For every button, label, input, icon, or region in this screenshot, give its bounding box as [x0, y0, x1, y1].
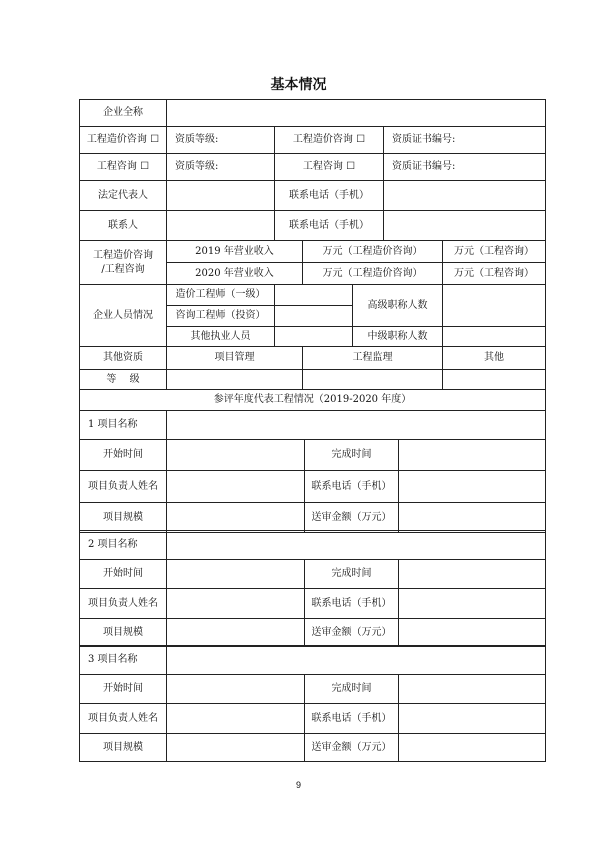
project-1-amount-value[interactable] — [398, 502, 546, 533]
contact-value[interactable] — [166, 210, 275, 241]
supervision-label: 工程监理 — [302, 346, 443, 370]
company-name-value[interactable] — [166, 99, 546, 127]
project-1-start-label: 开始时间 — [79, 439, 167, 471]
project-1-end-value[interactable] — [398, 439, 546, 471]
qual-level-label-2: 资质等级: — [166, 153, 275, 181]
project-3-manager-value[interactable] — [166, 703, 305, 734]
rev-2019-unit-eng: 万元（工程咨询） — [442, 240, 546, 263]
proj-mgmt-label: 项目管理 — [166, 346, 303, 370]
project-2-scale-value[interactable] — [166, 618, 305, 647]
company-name-label: 企业全称 — [79, 99, 167, 127]
project-1-end-label: 完成时间 — [304, 439, 399, 471]
project-1-scale-value[interactable] — [166, 502, 305, 533]
project-2-phone-value[interactable] — [398, 588, 546, 619]
cost-consult-checkbox-label: 工程造价咨询 ☐ — [79, 126, 167, 154]
project-1-manager-label: 项目负责人姓名 — [79, 470, 167, 503]
legal-rep-value[interactable] — [166, 180, 275, 211]
project-3-start-label: 开始时间 — [79, 674, 167, 704]
senior-title-label: 高级职称人数 — [352, 284, 443, 327]
revenue-label — [79, 240, 167, 285]
project-2-amount-label: 送审金额（万元） — [304, 618, 399, 647]
project-2-manager-value[interactable] — [166, 588, 305, 619]
page-title: 基本情况 — [270, 77, 327, 93]
supervision-grade[interactable] — [302, 369, 443, 390]
grade-label: 等 级 — [79, 369, 167, 390]
project-3-phone-value[interactable] — [398, 703, 546, 734]
project-3-name-value[interactable] — [166, 645, 546, 675]
eng-consult-checkbox-label: 工程咨询 ☐ — [79, 153, 167, 181]
rev-2019-unit-cost: 万元（工程造价咨询） — [302, 240, 443, 263]
cert-no-label-2: 资质证书编号: — [383, 153, 546, 181]
project-3-amount-value[interactable] — [398, 733, 546, 762]
legal-rep-phone-value[interactable] — [383, 180, 546, 211]
staff-label: 企业人员情况 — [79, 284, 167, 347]
project-3-manager-label: 项目负责人姓名 — [79, 703, 167, 734]
project-1-amount-label: 送审金额（万元） — [304, 502, 399, 533]
senior-title-value[interactable] — [442, 284, 546, 327]
project-1-scale-label: 项目规模 — [79, 502, 167, 533]
consult-engineer-label: 咨询工程师（投资） — [166, 305, 275, 327]
other-grade[interactable] — [442, 369, 546, 390]
project-3-scale-label: 项目规模 — [79, 733, 167, 762]
rev-2020-unit-cost: 万元（工程造价咨询） — [302, 262, 443, 285]
cost-engineer-label: 造价工程师（一级） — [166, 284, 275, 306]
rev-2020-label: 2020 年营业收入 — [166, 262, 303, 285]
project-2-name-label: 2 项目名称 — [79, 530, 167, 560]
project-2-phone-label: 联系电话（手机） — [304, 588, 399, 619]
other-staff-value[interactable] — [274, 326, 353, 347]
other-label: 其他 — [442, 346, 546, 370]
project-2-manager-label: 项目负责人姓名 — [79, 588, 167, 619]
rev-2019-label: 2019 年营业收入 — [166, 240, 303, 263]
project-2-start-label: 开始时间 — [79, 559, 167, 589]
project-3-phone-label: 联系电话（手机） — [304, 703, 399, 734]
cost-engineer-value[interactable] — [274, 284, 353, 306]
project-1-name-label: 1 项目名称 — [79, 410, 167, 440]
project-1-name-value[interactable] — [166, 410, 546, 440]
legal-rep-phone-label: 联系电话（手机） — [274, 180, 384, 211]
rev-2020-unit-eng: 万元（工程咨询） — [442, 262, 546, 285]
mid-title-label: 中级职称人数 — [352, 326, 443, 347]
project-3-scale-value[interactable] — [166, 733, 305, 762]
project-1-start-value[interactable] — [166, 439, 305, 471]
project-3-end-label: 完成时间 — [304, 674, 399, 704]
project-2-scale-label: 项目规模 — [79, 618, 167, 647]
eng-consult-checkbox-label-2: 工程咨询 ☐ — [274, 153, 384, 181]
legal-rep-label: 法定代表人 — [79, 180, 167, 211]
revenue-label-line-2: /工程咨询 — [101, 263, 145, 275]
consult-engineer-value[interactable] — [274, 305, 353, 327]
project-1-manager-value[interactable] — [166, 470, 305, 503]
other-qual-label: 其他资质 — [79, 346, 167, 370]
mid-title-value[interactable] — [442, 326, 546, 347]
project-2-end-value[interactable] — [398, 559, 546, 589]
project-1-phone-label: 联系电话（手机） — [304, 470, 399, 503]
project-3-name-label: 3 项目名称 — [79, 645, 167, 675]
project-1-phone-value[interactable] — [398, 470, 546, 503]
cost-consult-checkbox-label-2: 工程造价咨询 ☐ — [274, 126, 384, 154]
project-2-start-value[interactable] — [166, 559, 305, 589]
section-title: 参评年度代表工程情况（2019-2020 年度） — [79, 389, 546, 411]
contact-phone-value[interactable] — [383, 210, 546, 241]
project-3-amount-label: 送审金额（万元） — [304, 733, 399, 762]
contact-phone-label: 联系电话（手机） — [274, 210, 384, 241]
cert-no-label-1: 资质证书编号: — [383, 126, 546, 154]
contact-label: 联系人 — [79, 210, 167, 241]
page-number: 9 — [295, 780, 301, 790]
other-staff-label: 其他执业人员 — [166, 326, 275, 347]
qual-level-label-1: 资质等级: — [166, 126, 275, 154]
project-3-start-value[interactable] — [166, 674, 305, 704]
project-2-end-label: 完成时间 — [304, 559, 399, 589]
project-2-name-value[interactable] — [166, 530, 546, 560]
revenue-label-line-1: 工程造价咨询 — [93, 249, 153, 261]
proj-mgmt-grade[interactable] — [166, 369, 303, 390]
project-3-end-value[interactable] — [398, 674, 546, 704]
project-2-amount-value[interactable] — [398, 618, 546, 647]
